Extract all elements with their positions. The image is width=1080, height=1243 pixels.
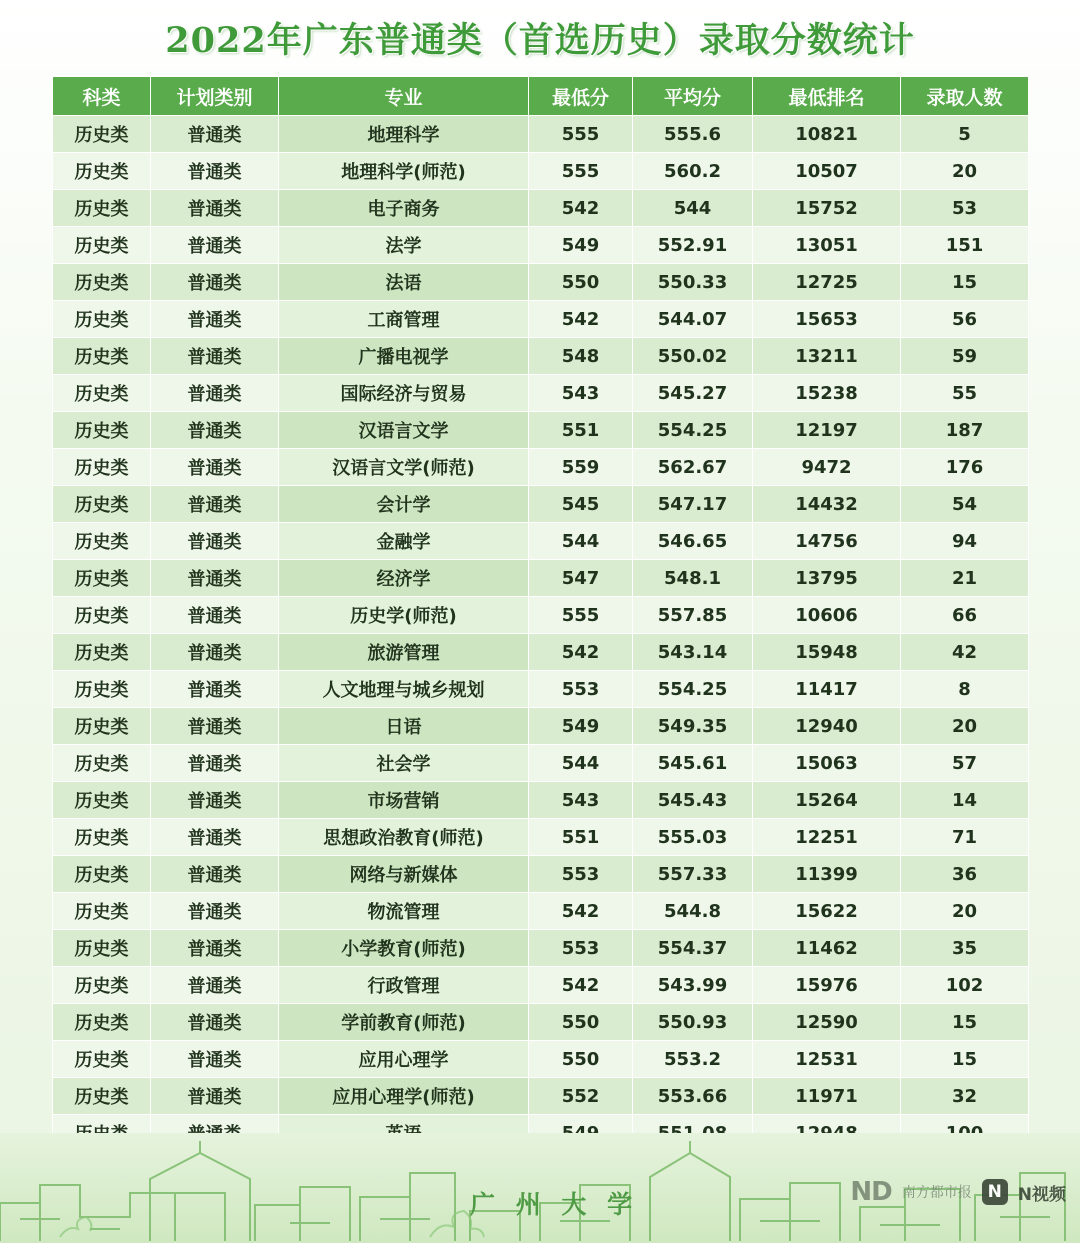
table-header (53, 77, 1029, 116)
cell-major: 国际经济与贸易 (279, 375, 529, 412)
cell-admitted-count: 21 (901, 560, 1029, 597)
cell-min-rank: 13211 (753, 338, 901, 375)
cell-admitted-count: 20 (901, 893, 1029, 930)
cell-avg-score: 560.2 (633, 153, 753, 190)
cell-min-rank: 15622 (753, 893, 901, 930)
cell-admitted-count: 14 (901, 782, 1029, 819)
cell-category: 历史类 (53, 597, 151, 634)
cell-plan-type: 普通类 (151, 1041, 279, 1078)
cell-category: 历史类 (53, 153, 151, 190)
cell-min-rank: 11417 (753, 671, 901, 708)
cell-plan-type: 普通类 (151, 856, 279, 893)
cell-min-score: 547 (529, 560, 633, 597)
cell-min-rank: 12940 (753, 708, 901, 745)
cell-min-score: 549 (529, 227, 633, 264)
cell-major: 旅游管理 (279, 634, 529, 671)
cell-avg-score: 544.8 (633, 893, 753, 930)
cell-min-score: 550 (529, 1004, 633, 1041)
cell-category: 历史类 (53, 301, 151, 338)
cell-min-score: 545 (529, 486, 633, 523)
cell-admitted-count: 20 (901, 153, 1029, 190)
cell-admitted-count: 56 (901, 301, 1029, 338)
cell-category: 历史类 (53, 375, 151, 412)
cell-plan-type: 普通类 (151, 190, 279, 227)
cell-major: 金融学 (279, 523, 529, 560)
cell-major: 应用心理学(师范) (279, 1078, 529, 1115)
cell-admitted-count: 57 (901, 745, 1029, 782)
column-header-plan-type: 计划类别 (151, 77, 279, 116)
cell-avg-score: 552.91 (633, 227, 753, 264)
cell-plan-type: 普通类 (151, 1078, 279, 1115)
cell-category: 历史类 (53, 671, 151, 708)
cell-category: 历史类 (53, 856, 151, 893)
cell-admitted-count: 42 (901, 634, 1029, 671)
cell-admitted-count: 54 (901, 486, 1029, 523)
cell-plan-type: 普通类 (151, 449, 279, 486)
table-row (53, 856, 1029, 893)
cell-min-score: 543 (529, 375, 633, 412)
cell-plan-type: 普通类 (151, 671, 279, 708)
cell-plan-type: 普通类 (151, 1004, 279, 1041)
cell-plan-type: 普通类 (151, 227, 279, 264)
cell-plan-type: 普通类 (151, 967, 279, 1004)
column-header-admitted-count: 录取人数 (901, 77, 1029, 116)
cell-major: 历史学(师范) (279, 597, 529, 634)
nandu-logo-icon: ND (850, 1177, 892, 1207)
cell-min-rank: 12197 (753, 412, 901, 449)
cell-major: 市场营销 (279, 782, 529, 819)
cell-min-score: 542 (529, 190, 633, 227)
cell-category: 历史类 (53, 486, 151, 523)
column-header-avg-score: 平均分 (633, 77, 753, 116)
cell-category: 历史类 (53, 1041, 151, 1078)
cell-plan-type: 普通类 (151, 523, 279, 560)
table-row (53, 301, 1029, 338)
cell-category: 历史类 (53, 782, 151, 819)
table-row (53, 597, 1029, 634)
cell-min-score: 555 (529, 116, 633, 153)
cell-major: 经济学 (279, 560, 529, 597)
cell-plan-type: 普通类 (151, 893, 279, 930)
table-row (53, 819, 1029, 856)
admission-score-table (52, 76, 1029, 1189)
cell-major: 电子商务 (279, 190, 529, 227)
cell-avg-score: 557.85 (633, 597, 753, 634)
cell-plan-type: 普通类 (151, 634, 279, 671)
cell-major: 广播电视学 (279, 338, 529, 375)
cell-plan-type: 普通类 (151, 708, 279, 745)
cell-avg-score: 553.66 (633, 1078, 753, 1115)
table-row (53, 264, 1029, 301)
cell-avg-score: 550.93 (633, 1004, 753, 1041)
cell-min-score: 552 (529, 1078, 633, 1115)
cell-min-score: 548 (529, 338, 633, 375)
cell-min-score: 553 (529, 930, 633, 967)
watermark-brand: N视频 (1017, 1184, 1066, 1205)
cell-plan-type: 普通类 (151, 782, 279, 819)
cell-category: 历史类 (53, 190, 151, 227)
cell-min-rank: 12725 (753, 264, 901, 301)
cell-category: 历史类 (53, 116, 151, 153)
cell-min-score: 542 (529, 634, 633, 671)
cell-plan-type: 普通类 (151, 819, 279, 856)
cell-major: 行政管理 (279, 967, 529, 1004)
cell-min-rank: 13795 (753, 560, 901, 597)
cell-avg-score: 555.03 (633, 819, 753, 856)
cell-admitted-count: 36 (901, 856, 1029, 893)
cell-plan-type: 普通类 (151, 486, 279, 523)
cell-major: 社会学 (279, 745, 529, 782)
cell-major: 法语 (279, 264, 529, 301)
cell-min-score: 555 (529, 597, 633, 634)
cell-min-score: 542 (529, 301, 633, 338)
cell-min-score: 543 (529, 782, 633, 819)
cell-plan-type: 普通类 (151, 338, 279, 375)
cell-category: 历史类 (53, 745, 151, 782)
cell-plan-type: 普通类 (151, 930, 279, 967)
table-row (53, 1078, 1029, 1115)
school-name: 广 州 大 学 (470, 1190, 639, 1219)
cell-admitted-count: 59 (901, 338, 1029, 375)
cell-avg-score: 549.35 (633, 708, 753, 745)
table-row (53, 190, 1029, 227)
cell-min-rank: 12590 (753, 1004, 901, 1041)
cell-category: 历史类 (53, 634, 151, 671)
cell-admitted-count: 20 (901, 708, 1029, 745)
cell-min-rank: 14756 (753, 523, 901, 560)
cell-major: 汉语言文学(师范) (279, 449, 529, 486)
cell-category: 历史类 (53, 523, 151, 560)
cell-avg-score: 545.43 (633, 782, 753, 819)
cell-category: 历史类 (53, 227, 151, 264)
table-row (53, 745, 1029, 782)
cell-avg-score: 546.65 (633, 523, 753, 560)
cell-avg-score: 543.99 (633, 967, 753, 1004)
cell-min-rank: 13051 (753, 227, 901, 264)
cell-min-score: 544 (529, 523, 633, 560)
cell-avg-score: 544 (633, 190, 753, 227)
cell-category: 历史类 (53, 1078, 151, 1115)
table-row (53, 967, 1029, 1004)
cell-min-rank: 12531 (753, 1041, 901, 1078)
n-video-badge-icon: N (982, 1179, 1008, 1205)
cell-avg-score: 554.25 (633, 671, 753, 708)
table-row (53, 227, 1029, 264)
cell-major: 会计学 (279, 486, 529, 523)
cell-plan-type: 普通类 (151, 153, 279, 190)
table-row (53, 1041, 1029, 1078)
cell-min-score: 551 (529, 412, 633, 449)
table-row (53, 634, 1029, 671)
cell-major: 汉语言文学 (279, 412, 529, 449)
column-header-min-rank: 最低排名 (753, 77, 901, 116)
cell-major: 思想政治教育(师范) (279, 819, 529, 856)
cell-min-score: 553 (529, 856, 633, 893)
table-row (53, 1004, 1029, 1041)
cell-avg-score: 554.25 (633, 412, 753, 449)
table-row (53, 375, 1029, 412)
cell-admitted-count: 176 (901, 449, 1029, 486)
column-header-category: 科类 (53, 77, 151, 116)
cell-plan-type: 普通类 (151, 745, 279, 782)
cell-major: 工商管理 (279, 301, 529, 338)
cell-avg-score: 548.1 (633, 560, 753, 597)
cell-admitted-count: 35 (901, 930, 1029, 967)
cell-major: 地理科学(师范) (279, 153, 529, 190)
cell-major: 小学教育(师范) (279, 930, 529, 967)
cell-min-score: 549 (529, 708, 633, 745)
cell-category: 历史类 (53, 412, 151, 449)
cell-min-score: 550 (529, 1041, 633, 1078)
cell-major: 地理科学 (279, 116, 529, 153)
cell-major: 法学 (279, 227, 529, 264)
cell-min-rank: 10606 (753, 597, 901, 634)
cell-category: 历史类 (53, 449, 151, 486)
cell-avg-score: 554.37 (633, 930, 753, 967)
cell-admitted-count: 15 (901, 264, 1029, 301)
cell-admitted-count: 71 (901, 819, 1029, 856)
cell-admitted-count: 15 (901, 1004, 1029, 1041)
cell-category: 历史类 (53, 708, 151, 745)
cell-admitted-count: 15 (901, 1041, 1029, 1078)
cell-admitted-count: 32 (901, 1078, 1029, 1115)
table-row (53, 449, 1029, 486)
cell-plan-type: 普通类 (151, 301, 279, 338)
cell-avg-score: 544.07 (633, 301, 753, 338)
cell-min-score: 542 (529, 967, 633, 1004)
cell-admitted-count: 5 (901, 116, 1029, 153)
cell-min-score: 551 (529, 819, 633, 856)
cell-major: 学前教育(师范) (279, 1004, 529, 1041)
table-row (53, 523, 1029, 560)
cell-category: 历史类 (53, 264, 151, 301)
cell-avg-score: 545.61 (633, 745, 753, 782)
cell-avg-score: 543.14 (633, 634, 753, 671)
page-title: 2022年广东普通类（首选历史）录取分数统计 (165, 20, 915, 61)
cell-avg-score: 547.17 (633, 486, 753, 523)
cell-avg-score: 550.02 (633, 338, 753, 375)
table-row (53, 560, 1029, 597)
cell-avg-score: 557.33 (633, 856, 753, 893)
watermark (850, 1177, 1066, 1207)
table-row (53, 930, 1029, 967)
cell-avg-score: 562.67 (633, 449, 753, 486)
cell-category: 历史类 (53, 930, 151, 967)
cell-category: 历史类 (53, 1004, 151, 1041)
cell-min-score: 559 (529, 449, 633, 486)
column-header-min-score: 最低分 (529, 77, 633, 116)
table-row (53, 671, 1029, 708)
cell-min-rank: 10821 (753, 116, 901, 153)
cell-min-rank: 15238 (753, 375, 901, 412)
cell-category: 历史类 (53, 819, 151, 856)
cell-major: 人文地理与城乡规划 (279, 671, 529, 708)
cell-avg-score: 545.27 (633, 375, 753, 412)
cell-avg-score: 550.33 (633, 264, 753, 301)
cell-admitted-count: 102 (901, 967, 1029, 1004)
table-body (53, 116, 1029, 1189)
cell-avg-score: 553.2 (633, 1041, 753, 1078)
cell-major: 应用心理学 (279, 1041, 529, 1078)
cell-plan-type: 普通类 (151, 375, 279, 412)
title-bar (0, 0, 1080, 76)
cell-min-rank: 15948 (753, 634, 901, 671)
cell-min-rank: 10507 (753, 153, 901, 190)
cell-admitted-count: 53 (901, 190, 1029, 227)
cell-min-rank: 15063 (753, 745, 901, 782)
cell-admitted-count: 55 (901, 375, 1029, 412)
table-row (53, 116, 1029, 153)
table-row (53, 782, 1029, 819)
table-container (0, 76, 1080, 1189)
cell-min-score: 553 (529, 671, 633, 708)
cell-major: 物流管理 (279, 893, 529, 930)
cell-min-rank: 9472 (753, 449, 901, 486)
cell-plan-type: 普通类 (151, 116, 279, 153)
cell-min-rank: 14432 (753, 486, 901, 523)
cell-admitted-count: 66 (901, 597, 1029, 634)
table-row (53, 486, 1029, 523)
cell-min-rank: 15264 (753, 782, 901, 819)
table-row (53, 708, 1029, 745)
cell-category: 历史类 (53, 967, 151, 1004)
cell-min-rank: 15752 (753, 190, 901, 227)
cell-category: 历史类 (53, 893, 151, 930)
cell-min-rank: 11399 (753, 856, 901, 893)
cell-min-rank: 11971 (753, 1078, 901, 1115)
cell-min-score: 544 (529, 745, 633, 782)
footer-banner (0, 1133, 1080, 1243)
cell-category: 历史类 (53, 338, 151, 375)
cell-plan-type: 普通类 (151, 597, 279, 634)
cell-min-rank: 12251 (753, 819, 901, 856)
cell-admitted-count: 8 (901, 671, 1029, 708)
column-header-major: 专业 (279, 77, 529, 116)
table-row (53, 412, 1029, 449)
table-row (53, 338, 1029, 375)
cell-min-score: 550 (529, 264, 633, 301)
cell-min-score: 555 (529, 153, 633, 190)
cell-plan-type: 普通类 (151, 264, 279, 301)
cell-min-rank: 15976 (753, 967, 901, 1004)
cell-plan-type: 普通类 (151, 412, 279, 449)
cell-min-rank: 11462 (753, 930, 901, 967)
cell-admitted-count: 94 (901, 523, 1029, 560)
table-header-row (53, 77, 1029, 116)
cell-min-rank: 15653 (753, 301, 901, 338)
cell-category: 历史类 (53, 560, 151, 597)
cell-plan-type: 普通类 (151, 560, 279, 597)
cell-admitted-count: 151 (901, 227, 1029, 264)
cell-admitted-count: 187 (901, 412, 1029, 449)
table-row (53, 153, 1029, 190)
cell-min-score: 542 (529, 893, 633, 930)
cell-major: 日语 (279, 708, 529, 745)
watermark-source: 南方都市报 (901, 1185, 972, 1201)
cell-major: 网络与新媒体 (279, 856, 529, 893)
cell-avg-score: 555.6 (633, 116, 753, 153)
table-row (53, 893, 1029, 930)
